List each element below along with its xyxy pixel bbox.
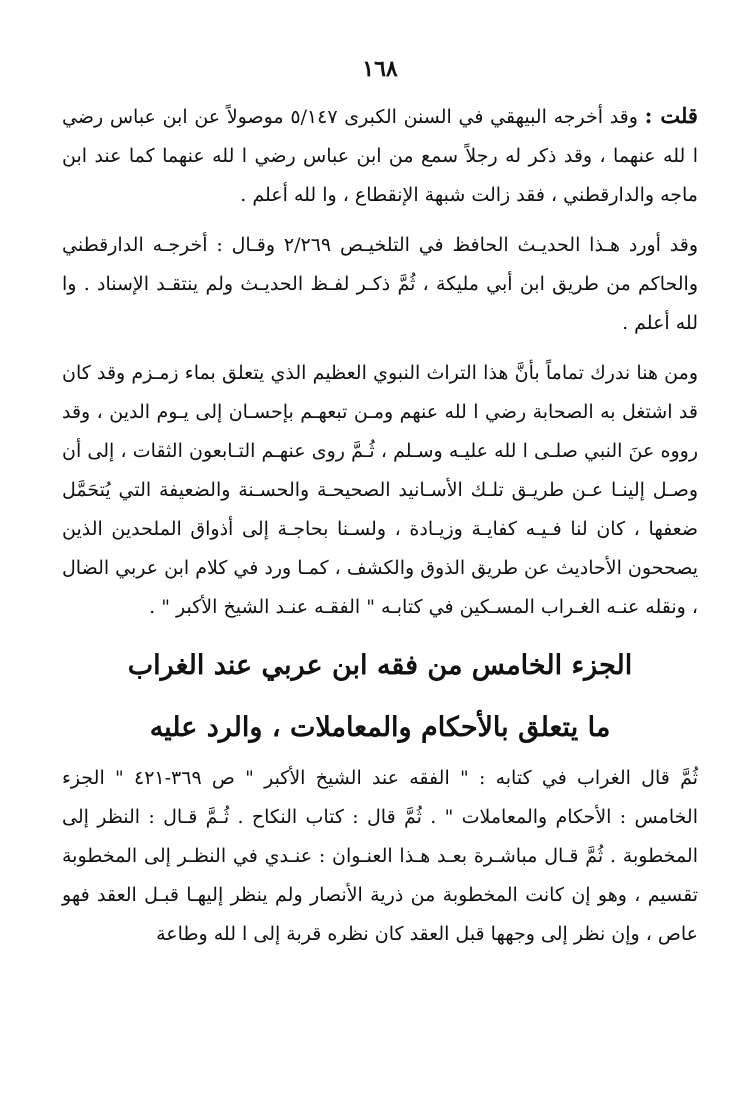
paragraph-qult [62, 96, 698, 215]
book-page [62, 52, 698, 954]
paragraph-lead-word: قلت : [644, 103, 698, 128]
paragraph-text: وقد أخرجه البيهقي في السنن الكبرى ٥/١٤٧ موصولاً عن ابن عباس رضي ا لله عنهما ، وقد ذكر له رجلاً سمع من ابن عباس رضي ا لله عنهما كما عند ابن ماجه والدارقطني ، فقد زالت شبهة الإنقطاع ، وا لله أعلم . [62, 106, 698, 206]
paragraph-zamzam: ومن هنا ندرك تماماً بأنَّ هذا التراث النبوي العظيم الذي يتعلق بماء زمـزم وقد كان قد اشتغل به الصحابة رضي ا لله عنهم ومـن تبعهـم بإحسـان إلى يـوم الدين ، وقد رووه عنَ النبي صلـى ا لله عليـه وسـلم ، ثُـمَّ روى عنهـم التـابعون الثقات ، إلى أن وصـل إلينـا عـن طريـق تلـك الأسـانيد الصحيحـة والحسـنة والضعيفة التي يُتحَمَّل ضعفها ، كان لنا فـيـه كفايـة وزيـادة ، ولسـنا بحاجـة إلى أذواق الملحدين الذين يصححون الأحاديث عن طريق الذوق والكشف ، كمـا ورد في كلام ابن عربي الضال ، ونقله عنـه الغـراب المسـكين في كتابـه " الفقـه عنـد الشيخ الأكبر " . [62, 362, 698, 618]
paragraph-talkhis: وقد أورد هـذا الحديـث الحافظ في التلخيـص ٢/٢٦٩ وقـال : أخرجـه الدارقطني والحاكم من طريق ابن أبي مليكة ، ثُمَّ ذكـر لفـظ الحديـث ولم ينتقـد الإسناد . وا لله أعلم . [62, 234, 699, 334]
section-heading-line-1: الجزء الخامس من فقه ابن عربي عند الغراب [127, 650, 633, 681]
page-number: ١٦٨ [362, 56, 398, 82]
section-heading-line-2: ما يتعلق بالأحكام والمعاملات ، والرد عليه [149, 712, 611, 743]
paragraph-nikah: ثُمَّ قال الغراب في كتابه : " الفقه عند الشيخ الأكبر " ص ٣٦٩-٤٢١ " الجزء الخامس : الأحكام والمعاملات " . ثُمَّ قال : كتاب النكاح . ثُـمَّ قـال : النظر إلى المخطوبة . ثُمَّ قـال مباشـرة بعـد هـذا العنـوان : عنـدي في النظـر إلى المخطوبة تقسيم ، وهو إن كانت المخطوبة من ذرية الأنصار ولم ينظر إليهـا قبـل العقد فهو عاص ، وإن نظر إلى وجهها قبل العقد كان نظره قربة إلى ا لله وطاعة [62, 767, 699, 945]
paragraph-gap [62, 215, 698, 226]
paragraph-gap [62, 343, 698, 354]
